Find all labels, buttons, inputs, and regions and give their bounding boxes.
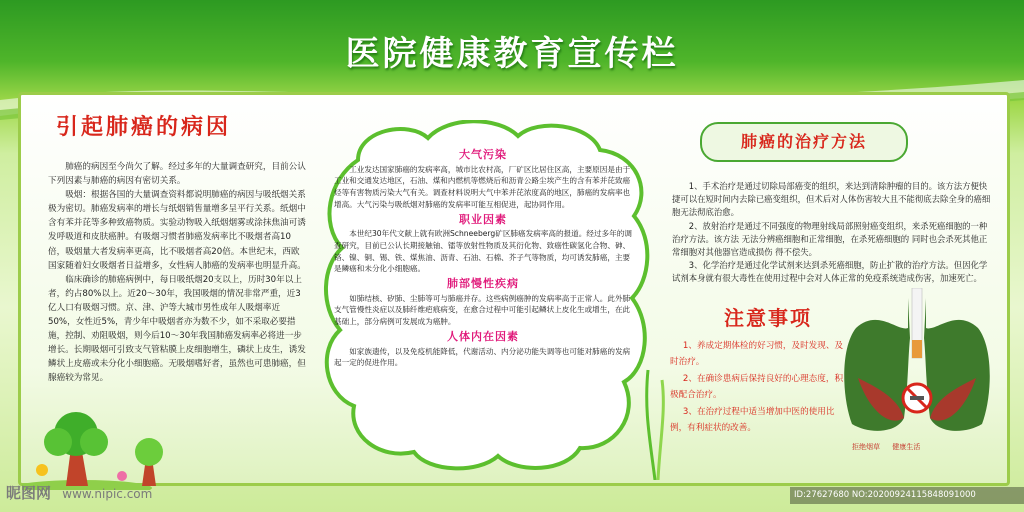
lung-caption bbox=[852, 442, 992, 452]
notice-item: 3、在治疗过程中适当增加中医的使用比例，有利症状的改善。 bbox=[670, 406, 835, 434]
right-title-frame bbox=[700, 122, 908, 162]
image-id-strip: ID:27627680 NO:20200924115848091000 bbox=[790, 487, 1024, 504]
left-paragraph: 吸烟：根据各国的大量调查资料都说明肺癌的病因与吸纸烟关系极为密切。肺癌发病率的增长与纸烟销售量增多呈平行关系。纸烟中含有苯并芘等多种致癌物质。实验动物吸入纸烟烟雾或涂抹焦油可诱发呼吸道和皮肤癌肿。有吸烟习惯者肺癌发病率比不吸烟者高10倍，吸烟量大者发病率更高，比不吸烟者高20倍。本世纪末，西欧国家随着妇女吸烟者日益增多，女性病人肺癌的发病率也明显升高。 bbox=[48, 190, 306, 271]
watermark-brand: 昵图网 bbox=[6, 484, 52, 502]
notice-title: 注意事项 bbox=[724, 306, 812, 330]
right-section-title: 肺癌的治疗方法 bbox=[740, 132, 867, 151]
watermark-url: www.nipic.com bbox=[62, 487, 153, 501]
right-section-body bbox=[672, 180, 994, 286]
middle-section-body bbox=[334, 146, 632, 371]
middle-heading-air-pollution: 大气污染 bbox=[459, 148, 507, 161]
middle-paragraph: 工业发达国家肺癌的发病率高，城市比农村高，厂矿区比居住区高，主要原因是由于工业和交通发达地区，石油、煤和内燃机等燃烧后和沥青公路尘埃产生的含有苯并芘致癌烃等有害物质污染大气有关。调查材料说明大气中苯并芘浓度高的地区，肺癌的发病率也增高。大气污染与吸纸烟对肺癌的发病率可能互相促进，起协同作用。 bbox=[334, 164, 631, 209]
left-section-body bbox=[48, 160, 306, 386]
notice-item: 2、在确诊患病后保持良好的心理态度，积极配合治疗。 bbox=[670, 373, 844, 401]
left-section-title: 引起肺癌的病因 bbox=[56, 115, 232, 140]
middle-paragraph: 如家族遗传，以及免疫机能降低，代谢活动、内分泌功能失调等也可能对肺癌的发病起一定的促进作用。 bbox=[334, 346, 631, 368]
lung-caption-no-tobacco: 拒绝烟草 bbox=[852, 443, 880, 451]
lungs-illustration bbox=[838, 288, 996, 436]
middle-paragraph: 如肺结核、矽肺、尘肺等可与肺癌并存。这些病例癌肿的发病率高于正常人。此外肺支气管慢性炎症以及肺纤维疤痕病变，在愈合过程中可能引起鳞状上皮化生或增生，在此基础上，部分病例可发展成为癌肿。 bbox=[334, 293, 631, 327]
right-paragraph: 3、化学治疗是通过化学试剂来达到杀死癌细胞，防止扩散的治疗方法。但因化学试剂本身就有很大毒性在使用过程中会对人体正常的免疫系统造成伤害，加速死亡。 bbox=[672, 260, 988, 284]
left-paragraph: 临床确诊的肺癌病例中，每日吸纸烟20支以上，历时30年以上者，约占80%以上。近20～30年，我国吸烟的情况非常严重，近3亿人口有吸烟习惯。京、津、沪等大城市男性成年人吸烟率近50%，女性近5%，青少年中吸烟者亦为数不少，如不采取必要措施，控制、劝阻吸烟，则今后10～30年我国肺癌发病率必将进一步增长。长期吸烟可引致支气管粘膜上皮细胞增生，磷状上皮生，诱发鳞状上皮癌或未分化小细胞癌。无吸烟嗜好者，虽然也可患肺癌，但腺癌较为常见。 bbox=[48, 274, 306, 384]
middle-heading-occupational: 职业因素 bbox=[459, 212, 507, 226]
watermark bbox=[6, 482, 152, 503]
right-paragraph: 1、手术治疗是通过切除局部癌变的组织，来达到清除肿瘤的目的。该方法方便快捷可以在短时间内去除已癌变组织，但术后对人体伤害较大且不能彻底去除全身的癌细胞无法彻底治愈。 bbox=[672, 181, 991, 218]
grass-decoration bbox=[640, 330, 670, 480]
middle-paragraph: 本世纪30年代文献上就有欧洲Schneeberg矿区肺癌发病率高的报道。经过多年的调查研究，目前已公认长期接触铀、镭等放射性物质及其衍化物、致癌性碳氢化合物、砷、铬、镍、铜、锡、铁、煤焦油、沥青、石油、石棉、芥子气等物质，均可诱发肺癌，主要是鳞癌和未分化小细胞癌。 bbox=[334, 229, 632, 274]
tree-decoration bbox=[22, 400, 202, 490]
middle-heading-chronic-lung: 肺部慢性疾病 bbox=[447, 277, 519, 291]
left-paragraph: 肺癌的病因至今尚欠了解。经过多年的大量调查研究，目前公认下列因素与肺癌的病因有密切关系。 bbox=[48, 162, 306, 187]
notice-item: 1、养成定期体检的好习惯，及时发现、及时治疗。 bbox=[670, 341, 844, 368]
banner-title: 医院健康教育宣传栏 bbox=[345, 34, 679, 74]
notice-list bbox=[670, 338, 846, 436]
middle-heading-internal-factors: 人体内在因素 bbox=[447, 329, 519, 343]
right-paragraph: 2、放射治疗是通过不同强度的物理射线局部照射癌变组织，来杀死癌细胞的一种治疗方法。该方法 无法分辨癌细胞和正常细胞，在杀死癌细胞的 同时也会杀死其他正常细胞对其他器官造成损伤 得不偿失。 bbox=[672, 220, 988, 258]
lung-caption-healthy-life: 健康生活 bbox=[892, 443, 921, 451]
